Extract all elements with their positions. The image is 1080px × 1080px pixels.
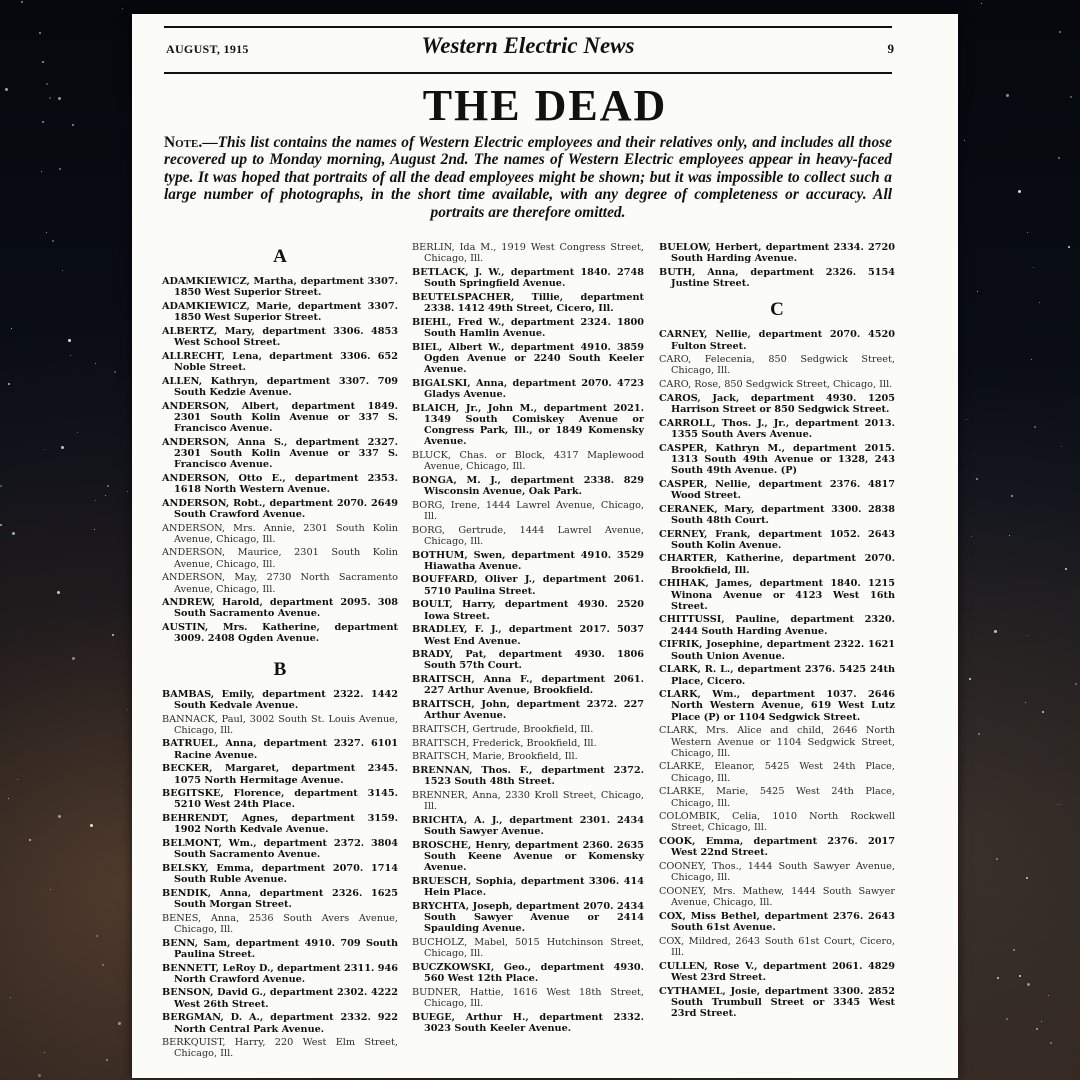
list-item: BRADY, Pat, department 4930. 1806 South 57th Court. (412, 649, 644, 672)
star (46, 232, 47, 233)
list-item: BUTH, Anna, department 2326. 5154 Justine Street. (659, 266, 895, 290)
star (95, 500, 96, 501)
star (978, 733, 980, 735)
list-item: BRAITSCH, Marie, Brookfield, Ill. (412, 751, 578, 763)
star (1034, 426, 1036, 428)
list-item: CHARTER, Katherine, department 2070. Brookfield, Ill. (659, 553, 895, 576)
star (1060, 804, 1061, 805)
list-item: CASPER, Kathryn M., department 2015. 1313 South 49th Avenue or 1328, 243 South 49th Avenue. (P) (659, 442, 895, 477)
list-item: BRAITSCH, Gertrude, Brookfield, Ill. (412, 723, 594, 735)
star (12, 532, 15, 535)
list-item: BENES, Anna, 2536 South Avers Avenue, Chicago, Ill. (162, 912, 398, 935)
list-item: BONGA, M. J., department 2338. 829 Wisconsin Avenue, Oak Park. (412, 474, 644, 498)
star (122, 8, 123, 9)
star (1068, 246, 1070, 248)
star (46, 83, 48, 85)
list-item: BUCHOLZ, Mabel, 5015 Hutchinson Street, Chicago, Ill. (412, 936, 644, 960)
star (1027, 232, 1028, 233)
list-item: BOTHUM, Swen, department 4910. 3529 Hiawatha Avenue. (412, 549, 644, 572)
list-item: ANDERSON, May, 2730 North Sacramento Avenue, Chicago, Ill. (162, 572, 398, 595)
star (49, 97, 51, 99)
list-item: ANDERSON, Mrs. Annie, 2301 South Kolin Avenue, Chicago, Ill. (162, 522, 398, 545)
list-item: AUSTIN, Mrs. Katherine, department 3009. 2408 Ogden Avenue. (162, 622, 398, 645)
star (112, 634, 114, 636)
list-item: CARNEY, Nellie, department 2070. 4520 Fulton Street. (659, 329, 895, 352)
entries-b-part-1 (162, 689, 398, 1060)
list-item: BECKER, Margaret, department 2345. 1075 North Hermitage Avenue. (162, 763, 398, 786)
star (58, 97, 61, 100)
list-item: BRICHTA, A. J., department 2301. 2434 South Sawyer Avenue. (412, 814, 644, 838)
star (1025, 702, 1026, 703)
column-3 (659, 242, 895, 1022)
star (106, 1059, 108, 1061)
star (0, 524, 2, 526)
headline: THE DEAD (422, 81, 668, 130)
star (994, 630, 997, 633)
entries-a (162, 276, 398, 645)
list-item: CLARK, Wm., department 1037. 2646 North Western Avenue, 619 West Lutz Place (P) or 1104 Sedgwick Street. (659, 689, 895, 723)
newspaper-page (132, 14, 958, 1078)
list-item: COONEY, Mrs. Mathew, 1444 South Sawyer Avenue, Chicago, Ill. (659, 885, 895, 909)
list-item: BENSON, David G., department 2302. 4222 West 26th Street. (162, 987, 398, 1010)
star (8, 798, 9, 799)
star (11, 328, 12, 329)
list-item: CYTHAMEL, Josie, department 3300. 2852 South Trumbull Street or 3345 West 23rd Street. (659, 985, 895, 1019)
list-item: COLOMBIK, Celia, 1010 North Rockwell Street, Chicago, Ill. (659, 811, 895, 834)
star (1036, 1028, 1038, 1030)
star (21, 1, 23, 3)
star (1042, 711, 1044, 713)
list-item: CARROLL, Thos. J., Jr., department 2013. 1355 South Avers Avenue. (659, 417, 895, 440)
list-item: BIEL, Albert W., department 4910. 3859 Ogden Avenue or 2240 South Keeler Avenue. (412, 341, 644, 376)
list-item: BEUTELSPACHER, Tillie, department 2338. 1412 49th Street, Cicero, Ill. (412, 291, 644, 315)
star (997, 977, 999, 979)
star (1061, 446, 1062, 447)
star (114, 371, 116, 373)
star (1027, 635, 1028, 636)
star (1033, 267, 1034, 268)
list-item: BLAICH, Jr., John M., department 2021. 1349 South Comiskey Avenue or Congress Park, Ill., or 1849 Komensky Avenue. (412, 402, 644, 448)
list-item: ANDREW, Harold, department 2095. 308 South Sacramento Avenue. (162, 597, 398, 620)
star (17, 779, 18, 780)
list-item: CHIHAK, James, department 1840. 1215 Winona Avenue or 4123 West 16th Street. (659, 578, 895, 612)
star (1026, 877, 1028, 879)
list-item: BORG, Irene, 1444 Lawrel Avenue, Chicago, Ill. (412, 499, 644, 522)
page-number: 9 (887, 41, 894, 56)
star (1075, 683, 1077, 685)
list-item: BERKQUIST, Harry, 220 West Elm Street, Chicago, Ill. (162, 1037, 398, 1060)
star (966, 419, 967, 420)
star (1041, 1021, 1042, 1022)
list-item: BETLACK, J. W., department 1840. 2748 South Springfield Avenue. (412, 266, 644, 290)
list-item: BAMBAS, Emily, department 2322. 1442 South Kedvale Avenue. (162, 688, 398, 711)
section-letter-c: C (770, 299, 784, 321)
star (5, 88, 8, 91)
list-item: BRUESCH, Sophia, department 3306. 414 Hein Place. (412, 875, 644, 899)
list-item: CARO, Rose, 850 Sedgwick Street, Chicago, Ill. (659, 379, 893, 391)
list-item: BANNACK, Paul, 3002 South St. Louis Avenue, Chicago, Ill. (162, 713, 398, 736)
list-item: COONEY, Thos., 1444 South Sawyer Avenue, Chicago, Ill. (659, 861, 895, 884)
issue-date: AUGUST, 1915 (166, 42, 249, 56)
list-item: BIEHL, Fred W., department 2324. 1800 South Hamlin Avenue. (412, 316, 644, 339)
star (72, 657, 75, 660)
list-item: ALLRECHT, Lena, department 3306. 652 Noble Street. (162, 350, 398, 373)
list-item: CERNEY, Frank, department 1052. 2643 South Kolin Avenue. (659, 528, 895, 551)
list-item: CULLEN, Rose V., department 2061. 4829 West 23rd Street. (659, 960, 895, 983)
star (1027, 983, 1030, 986)
list-item: BOUFFARD, Oliver J., department 2061. 5710 Paulina Street. (412, 574, 644, 597)
star (1050, 1042, 1052, 1044)
star (41, 171, 42, 172)
star (95, 363, 96, 364)
star (1009, 535, 1010, 536)
star (1059, 31, 1061, 33)
star (10, 997, 11, 998)
star (39, 32, 41, 34)
entries-c (659, 329, 895, 1019)
list-item: BENDIK, Anna, department 2326. 1625 South Morgan Street. (162, 887, 398, 911)
list-item: BRYCHTA, Joseph, department 2070. 2434 South Sawyer Avenue or 2414 Spaulding Avenue. (412, 900, 644, 935)
list-item: COX, Miss Bethel, department 2376. 2643 South 61st Avenue. (659, 910, 895, 934)
publication-title: Western Electric News (421, 33, 635, 58)
star (1006, 1018, 1008, 1020)
star (52, 240, 54, 242)
list-item: ADAMKIEWICZ, Marie, department 3307. 1850 West Superior Street. (162, 300, 398, 324)
star (1013, 949, 1015, 951)
editor-note (164, 134, 892, 221)
star (1011, 495, 1013, 497)
list-item: BUEGE, Arthur H., department 2332. 3023 South Keeler Avenue. (412, 1011, 644, 1034)
star (1018, 190, 1021, 193)
star (1065, 568, 1067, 570)
list-item: CLARKE, Marie, 5425 West 24th Place, Chicago, Ill. (659, 786, 895, 809)
list-item: BERGMAN, D. A., department 2332. 922 North Central Park Avenue. (162, 1012, 398, 1035)
list-item: CLARK, R. L., department 2376. 5425 24th Place, Cicero. (659, 664, 895, 687)
list-item: BELSKY, Emma, department 2070. 1714 South Ruble Avenue. (162, 862, 398, 886)
list-item: CERANEK, Mary, department 3300. 2838 South 48th Court. (659, 503, 895, 526)
star (1057, 804, 1058, 805)
list-item: CASPER, Nellie, department 2376. 4817 Wood Street. (659, 478, 895, 501)
list-item: BRADLEY, F. J., department 2017. 5037 West End Avenue. (412, 624, 644, 647)
list-item: BIGALSKI, Anna, department 2070. 4723 Gladys Avenue. (412, 377, 644, 400)
star (1048, 995, 1049, 996)
star (44, 1052, 45, 1053)
star (976, 478, 978, 480)
list-item: BUCZKOWSKI, Geo., department 4930. 560 West 12th Place. (412, 961, 644, 984)
star (38, 1074, 41, 1077)
star (44, 449, 45, 450)
star (1070, 96, 1072, 98)
list-item: CLARK, Mrs. Alice and child, 2646 North Western Avenue or 1104 Sedgwick Street, Chicago, Ill. (659, 725, 895, 759)
star (127, 491, 128, 492)
list-item: BLUCK, Chas. or Block, 4317 Maplewood Avenue, Chicago, Ill. (412, 449, 644, 473)
column-1 (162, 242, 398, 1062)
list-item: BRAITSCH, Anna F., department 2061. 227 Arthur Avenue, Brookfield. (412, 674, 644, 697)
list-item: CAROS, Jack, department 4930. 1205 Harrison Street or 850 Sedgwick Street. (659, 392, 895, 416)
star (102, 964, 104, 966)
list-item: COX, Mildred, 2643 South 61st Court, Cicero, Ill. (659, 935, 895, 958)
masthead (164, 26, 892, 74)
star (1006, 94, 1009, 97)
section-letter-a: A (273, 246, 287, 267)
star (107, 485, 109, 487)
star (969, 678, 971, 680)
list-item: BRAITSCH, John, department 2372. 227 Arthur Avenue. (412, 699, 644, 722)
list-item: BEHRENDT, Agnes, department 3159. 1902 North Kedvale Avenue. (162, 813, 398, 836)
list-item: BATRUEL, Anna, department 2327. 6101 Racine Avenue. (162, 738, 398, 761)
list-item: CIFRIK, Josephine, department 2322. 1621 South Union Avenue. (659, 639, 895, 662)
list-item: ANDERSON, Albert, department 1849. 2301 South Kolin Avenue or 337 S. Francisco Avenue. (162, 400, 398, 434)
list-item: BRAITSCH, Frederick, Brookfield, Ill. (412, 737, 597, 749)
list-item: BENN, Sam, department 4910. 709 South Paulina Street. (162, 937, 398, 960)
column-2 (412, 242, 644, 1037)
star (70, 355, 71, 356)
list-item: BENNETT, LeRoy D., department 2311. 946 North Crawford Avenue. (162, 962, 398, 985)
list-item: CLARKE, Eleanor, 5425 West 24th Place, Chicago, Ill. (659, 761, 895, 784)
star (58, 815, 61, 818)
entries-b-part-2 (412, 242, 644, 1034)
star (118, 1022, 121, 1025)
star (1031, 359, 1032, 360)
list-item: COOK, Emma, department 2376. 2017 West 22nd Street. (659, 836, 895, 859)
star (1058, 157, 1060, 159)
star (971, 536, 972, 537)
star (29, 839, 31, 841)
entries-b-part-3 (659, 242, 895, 289)
star (59, 168, 61, 170)
note-text: This list contains the names of Western Electric employees and their relatives only, and includes all those recovered up to Monday morning, August 2nd. The names of Western Electric employees appear in heavy-faced type. It was hoped that portraits of all the dead employees might be shown; but it was impossible to collect such a large number of photographs, in the short time available, with any degree of completeness or accuracy. All portraits are therefore omitted. (164, 134, 892, 221)
star (105, 495, 106, 496)
star (42, 121, 44, 123)
star (964, 140, 965, 141)
star (57, 591, 60, 594)
list-item: BOULT, Harry, department 4930. 2520 Iowa Street. (412, 599, 644, 622)
star (127, 709, 128, 710)
star (72, 124, 74, 126)
list-item: ANDERSON, Maurice, 2301 South Kolin Avenue, Chicago, Ill. (162, 547, 398, 570)
star (1039, 302, 1040, 303)
list-item: BORG, Gertrude, 1444 Lawrel Avenue, Chicago, Ill. (412, 524, 644, 547)
list-item: CHITTUSSI, Pauline, department 2320. 2444 South Harding Avenue. (659, 614, 895, 637)
star (50, 889, 51, 890)
list-item: BELMONT, Wm., department 2372. 3804 South Sacramento Avenue. (162, 838, 398, 861)
star (42, 61, 44, 63)
list-item: BEGITSKE, Florence, department 3145. 5210 West 24th Place. (162, 788, 398, 811)
list-item: ANDERSON, Robt., department 2070. 2649 South Crawford Avenue. (162, 497, 398, 520)
note-lead: Note.— (164, 134, 218, 151)
list-item: BUELOW, Herbert, department 2334. 2720 South Harding Avenue. (659, 242, 895, 265)
star (1019, 975, 1021, 977)
star (62, 270, 63, 271)
list-item: BUDNER, Hattie, 1616 West 18th Street, Chicago, Ill. (412, 986, 644, 1009)
star (90, 824, 93, 827)
list-item: ALBERTZ, Mary, department 3306. 4853 West School Street. (162, 325, 398, 349)
star (94, 529, 95, 530)
star (61, 446, 64, 449)
list-item: ADAMKIEWICZ, Martha, department 3307. 1850 West Superior Street. (162, 276, 398, 299)
list-item: ANDERSON, Otto E., department 2353. 1618 North Western Avenue. (162, 472, 398, 495)
star (996, 858, 998, 860)
star (68, 339, 71, 342)
section-letter-b: B (273, 658, 287, 680)
star (981, 3, 982, 4)
star (96, 935, 98, 937)
star (8, 383, 10, 385)
list-item: BROSCHE, Henry, department 2360. 2635 South Keene Avenue or Komensky Avenue. (412, 839, 644, 874)
list-item: CARO, Felecenia, 850 Sedgwick Street, Chicago, Ill. (659, 354, 895, 377)
list-item: ALLEN, Kathryn, department 3307. 709 South Kedzie Avenue. (162, 375, 398, 398)
star (0, 485, 2, 487)
star (977, 291, 978, 292)
list-item: ANDERSON, Anna S., department 2327. 2301 South Kolin Avenue or 337 S. Francisco Avenue. (162, 436, 398, 471)
star (77, 432, 78, 433)
list-item: BRENNAN, Thos. F., department 2372. 1523 South 48th Street. (412, 765, 644, 788)
list-item: BERLIN, Ida M., 1919 West Congress Street, Chicago, Ill. (412, 242, 644, 265)
list-item: BRENNER, Anna, 2330 Kroll Street, Chicago, Ill. (412, 789, 644, 813)
